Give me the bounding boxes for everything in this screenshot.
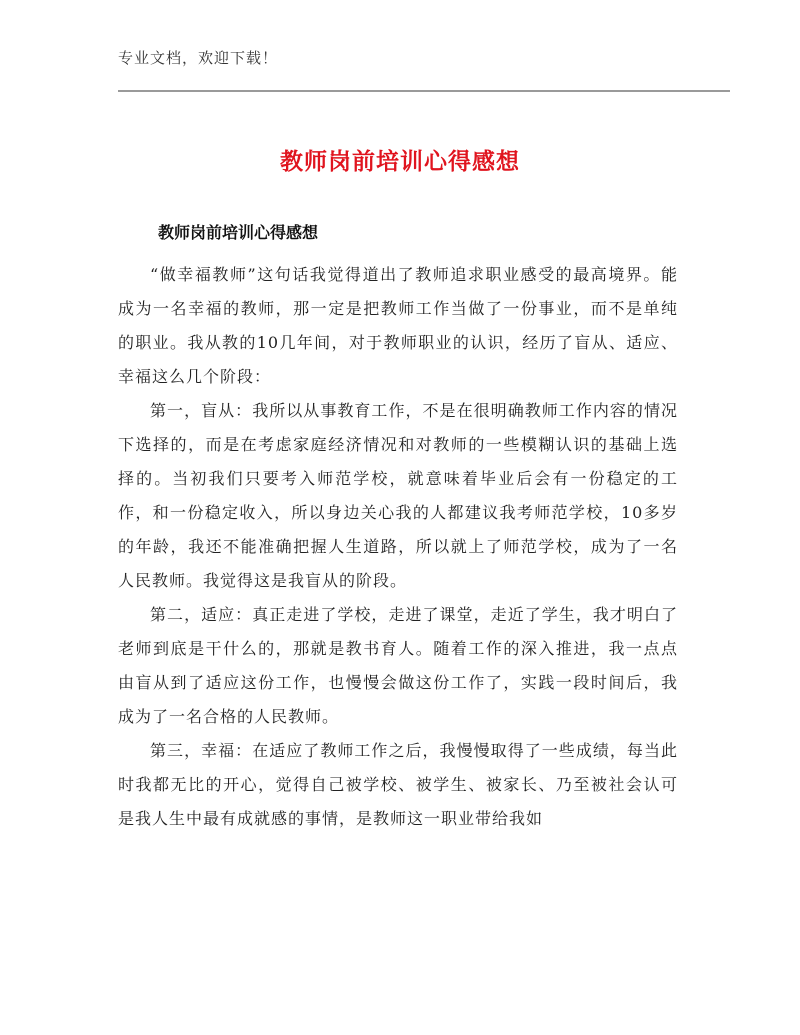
paragraph-intro: “做幸福教师”这句话我觉得道出了教师追求职业感受的最高境界。能成为一名幸福的教师，那一定是把教师工作当做了一份事业，而不是单纯的职业。我从教的10几年间，对于教师职业的认识，经历了盲从、适应、幸福这么几个阶段： (118, 265, 678, 386)
paragraph-stage-happy: 第三，幸福：在适应了教师工作之后，我慢慢取得了一些成绩，每当此时我都无比的开心，觉得自己被学校、被学生、被家长、乃至被社会认可是我人生中最有成就感的事情，是教师这一职业带给我如 (118, 741, 678, 828)
header-divider (118, 90, 730, 92)
paragraph-stage-adapt: 第二，适应：真正走进了学校，走进了课堂，走近了学生，我才明白了老师到底是干什么的，那就是教书育人。随着工作的深入推进，我一点点由盲从到了适应这份工作，也慢慢会做这份工作了，实践一段时间后，我成为了一名合格的人民教师。 (118, 605, 678, 726)
document-title: 教师岗前培训心得感想 (280, 149, 520, 175)
paragraph-stage-blind: 第一，盲从：我所以从事教育工作，不是在很明确教师工作内容的情况下选择的，而是在考虑家庭经济情况和对教师的一些模糊认识的基础上选择的。当初我们只要考入师范学校，就意味着毕业后会有一份稳定的工作，和一份稳定收入，所以身边关心我的人都建议我考师范学校，10多岁的年龄，我还不能准确把握人生道路，所以就上了师范学校，成为了一名人民教师。我觉得这是我盲从的阶段。 (118, 401, 678, 590)
document-body (118, 258, 678, 836)
page-header-text: 专业文档，欢迎下载！ (118, 49, 279, 67)
document-subtitle: 教师岗前培训心得感想 (158, 223, 319, 242)
